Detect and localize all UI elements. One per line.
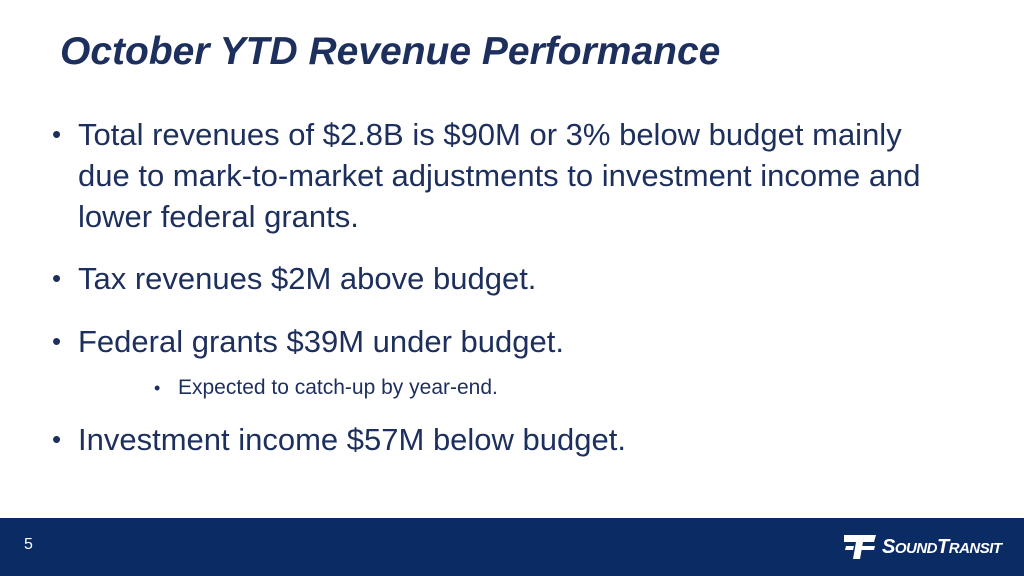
page-number: 5 [24, 536, 33, 553]
sound-transit-logo-text: SOUNDTRANSIT [882, 535, 1002, 558]
bullet-list [50, 114, 950, 460]
bullet-investment-income: • Investment income $57M below budget. [50, 419, 950, 460]
bullet-total-revenues: • Total revenues of $2.8B is $90M or 3% below budget mainly due to mark-to-market adjustments to investment income and lower federal grants. [50, 114, 950, 237]
bullet-tax-revenues: • Tax revenues $2M above budget. [50, 258, 950, 299]
sound-transit-logo [842, 532, 1002, 562]
sound-transit-logo-icon [842, 533, 878, 561]
slide-title: October YTD Revenue Performance [60, 30, 721, 73]
bullet-federal-grants: • Federal grants $39M under budget. [50, 321, 950, 362]
footer-bar [0, 518, 1024, 576]
sub-bullet-catch-up: • Expected to catch-up by year-end. [152, 374, 950, 402]
